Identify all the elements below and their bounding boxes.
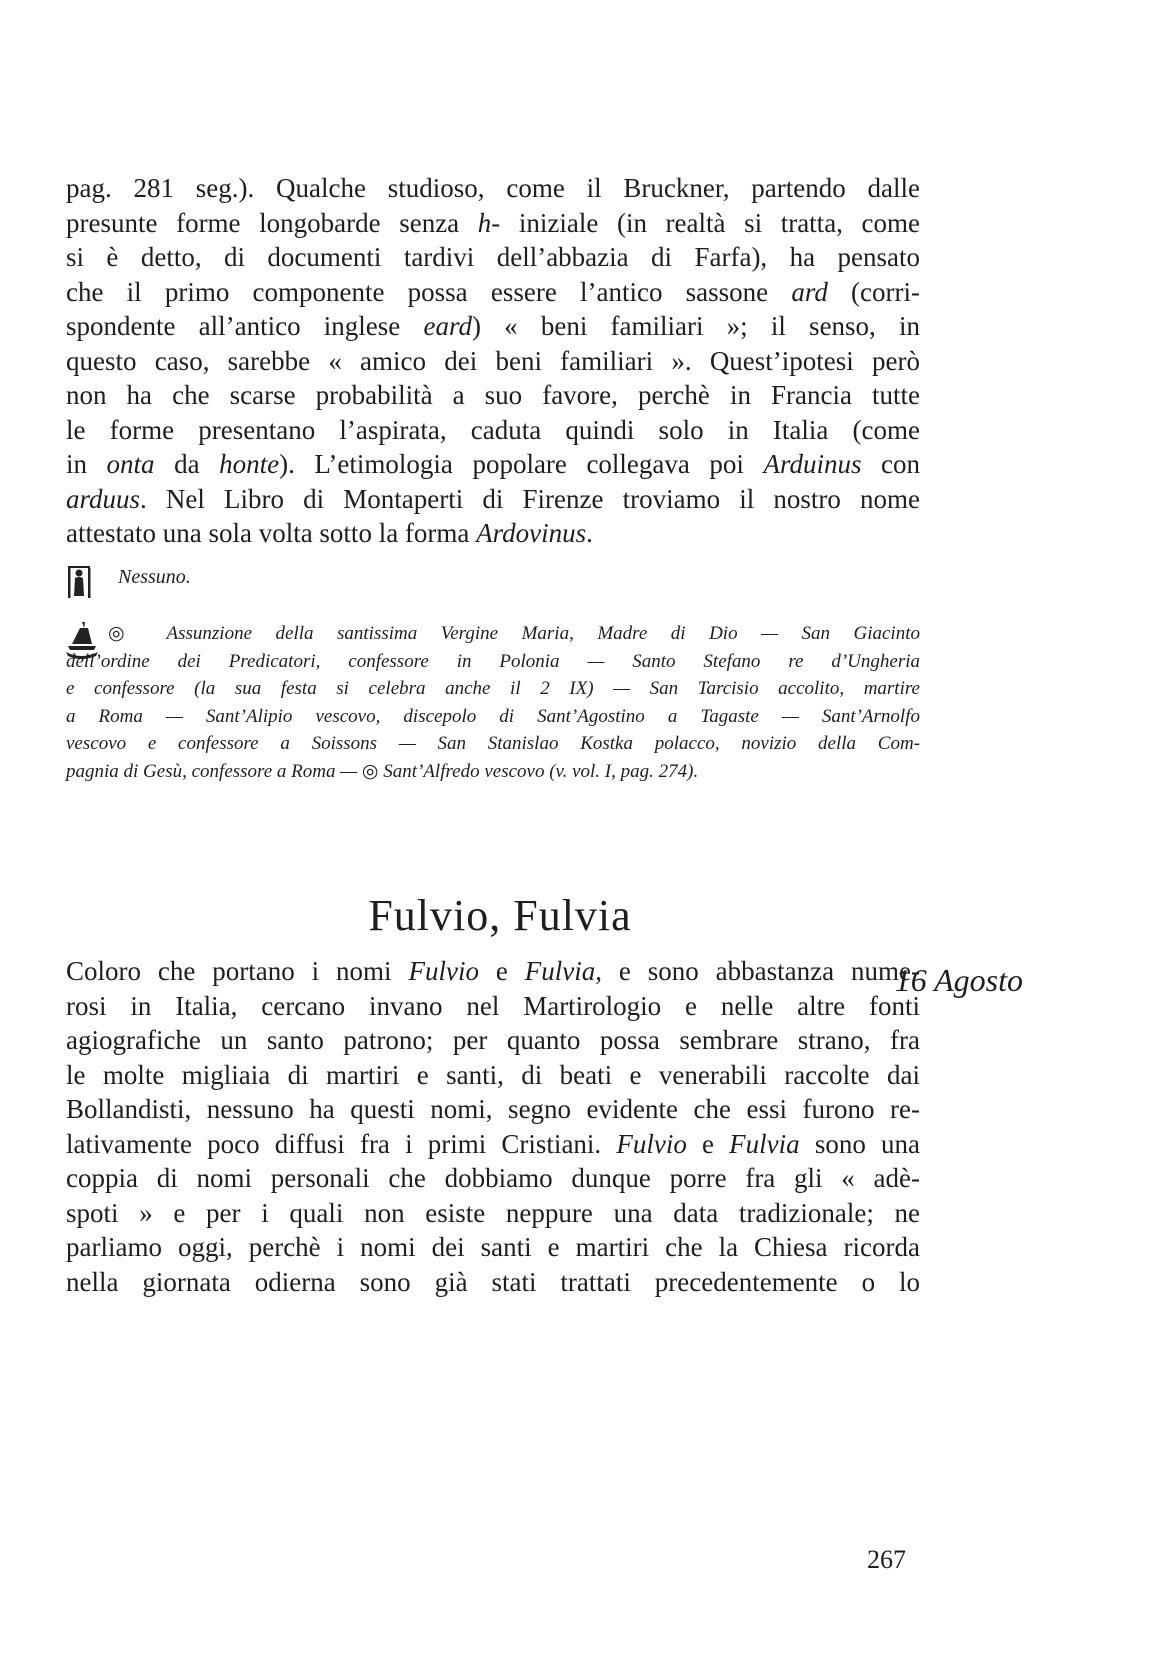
text-line: rosi in Italia, cercano invano nel Martirologio e nelle altre fonti (66, 990, 920, 1021)
page-number: 267 (867, 1545, 906, 1574)
text-line: si è detto, di documenti tardivi dell’abbazia di Farfa), ha pensato (66, 242, 920, 272)
text-line: dell’ordine dei Predicatori, confessore in Polonia — Santo Stefano re d’Ungheria (66, 650, 920, 672)
text-line: le forme presentano l’aspirata, caduta quindi solo in Italia (come (66, 414, 920, 445)
text-line: che il primo componente possa essere l’antico sassone ard (corri- (66, 276, 920, 307)
text-line: pagnia di Gesù, confessore a Roma — ◎ Sant’Alfredo vescovo (v. vol. I, pag. 274). (66, 760, 699, 782)
text-line: pag. 281 seg.). Qualche studioso, come il Bruckner, partendo dalle (66, 173, 920, 203)
text-line: Bollandisti, nessuno ha questi nomi, segno evidente che essi furono re- (66, 1094, 920, 1124)
text-line: spondente all’antico inglese eard) « beni familiari »; il senso, in (66, 311, 920, 341)
text-line: ◎ Assunzione della santissima Vergine Maria, Madre di Dio — San Giacinto (108, 623, 920, 644)
text-line: le molte migliaia di martiri e santi, di beati e venerabili raccolte dai (66, 1059, 920, 1090)
text-line: non ha che scarse probabilità a suo favore, perchè in Francia tutte (66, 380, 920, 410)
text-line: attestato una sola volta sotto la forma Ardovinus. (66, 518, 593, 548)
text-line: nella giornata odierna sono già stati trattati precedentemente o lo (66, 1266, 920, 1297)
text-line: vescovo e confessore a Soissons — San Stanislao Kostka polacco, novizio della Com- (66, 733, 920, 754)
text-line: parliamo oggi, perchè i nomi dei santi e martiri che la Chiesa ricorda (66, 1232, 920, 1262)
section-title: Fulvio, Fulvia (368, 891, 632, 940)
text-line: agiografiche un santo patrono; per quanto possa sembrare strano, fra (66, 1025, 920, 1055)
feast-date: 16 Agosto (894, 962, 1023, 998)
text-line: questo caso, sarebbe « amico dei beni familiari ». Quest’ipotesi però (66, 345, 920, 376)
text-line: arduus. Nel Libro di Montaperti di Firenze troviamo il nostro nome (66, 483, 920, 514)
text-line: in onta da honte). L’etimologia popolare collegava poi Arduinus con (66, 449, 921, 479)
text-line: coppia di nomi personali che dobbiamo dunque porre fra gli « adè- (66, 1163, 920, 1193)
text-line: e confessore (la sua festa si celebra anche il 2 IX) — San Tarcisio accolito, martire (66, 678, 920, 699)
text-line: spoti » e per i quali non esiste neppure una data tradizionale; ne (66, 1197, 920, 1228)
patron-note: Nessuno. (118, 566, 191, 588)
text-line: a Roma — Sant’Alipio vescovo, discepolo di Sant’Agostino a Tagaste — Sant’Arnolfo (66, 705, 920, 727)
patron-saint-icon (66, 560, 94, 600)
text-line: lativamente poco diffusi fra i primi Cristiani. Fulvio e Fulvia sono una (66, 1128, 920, 1159)
text-line: presunte forme longobarde senza h- iniziale (in realtà si tratta, come (66, 207, 920, 238)
text-line: Coloro che portano i nomi Fulvio e Fulvia, e sono abbastanza nume- (66, 956, 920, 986)
